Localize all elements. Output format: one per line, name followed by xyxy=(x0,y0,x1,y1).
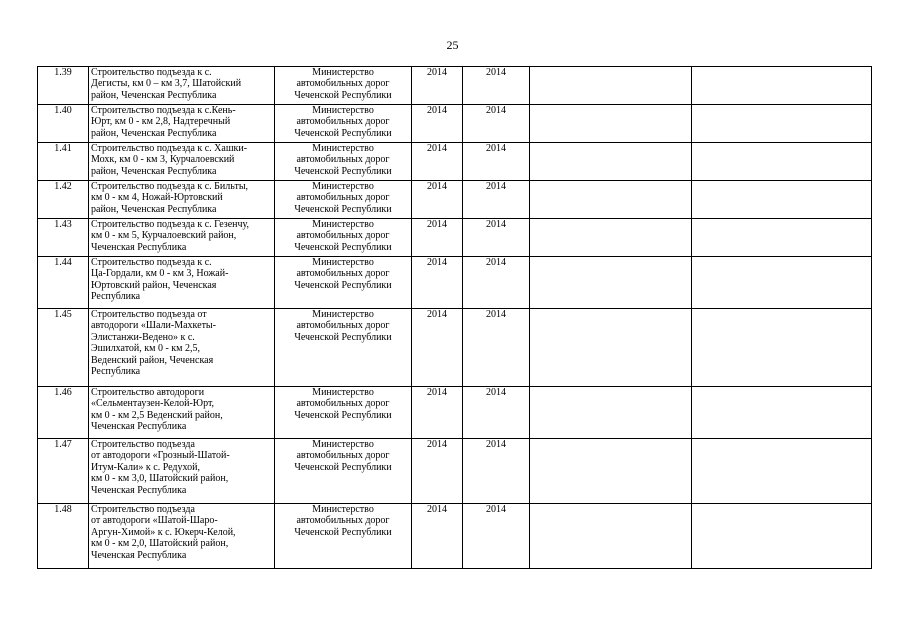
activity-name-line: Эшилхатой, км 0 - км 2,5, xyxy=(91,343,200,355)
executor-line: автомобильных дорог xyxy=(296,230,390,242)
start-year: 2014 xyxy=(412,67,463,105)
activity-name-line: Веденский район, Чеченская xyxy=(91,354,214,366)
executor-line: Министерство xyxy=(312,387,374,398)
row-number: 1.42 xyxy=(38,181,89,219)
activity-name-line: Строительство подъезда к с. Бильты, xyxy=(91,181,249,192)
links-cell xyxy=(692,257,872,309)
activity-name-line: район, Чеченская Республика xyxy=(91,203,217,215)
activity-name-line: Строительство подъезда xyxy=(91,504,195,515)
activity-name-line: Мохк, км 0 - км 3, Курчалоевский xyxy=(91,154,235,166)
expected-result-cell xyxy=(530,105,692,143)
table-row xyxy=(38,219,872,257)
row-number: 1.46 xyxy=(38,387,89,439)
end-year: 2014 xyxy=(463,219,530,257)
executor xyxy=(275,67,412,105)
row-number: 1.43 xyxy=(38,219,89,257)
executor-line: Министерство xyxy=(312,439,374,450)
activity-name xyxy=(89,67,275,105)
expected-result-cell xyxy=(530,67,692,105)
program-table xyxy=(37,66,872,569)
activity-name-line: Строительство подъезда к с. Гезенчу, xyxy=(91,219,250,230)
expected-result-cell xyxy=(530,219,692,257)
executor xyxy=(275,143,412,181)
activity-name-line: км 0 - км 5, Курчалоевский район, xyxy=(91,230,237,242)
end-year: 2014 xyxy=(463,387,530,439)
page-number: 25 xyxy=(446,38,459,52)
table-row xyxy=(38,105,872,143)
activity-name-line: Элистанжи-Ведено» к с. xyxy=(91,331,195,343)
expected-result-cell xyxy=(530,143,692,181)
end-year: 2014 xyxy=(463,257,530,309)
table-row xyxy=(38,504,872,569)
activity-name-line: район, Чеченская Республика xyxy=(91,165,217,177)
table-row xyxy=(38,387,872,439)
links-cell xyxy=(692,309,872,387)
expected-result-cell xyxy=(530,504,692,569)
activity-name-line: Строительство подъезда к с.Кень- xyxy=(91,105,236,116)
executor-line: автомобильных дорог xyxy=(296,398,390,410)
executor-line: Чеченской Республики xyxy=(294,461,392,473)
executor-line: автомобильных дорог xyxy=(296,154,390,166)
start-year: 2014 xyxy=(412,439,463,504)
activity-name-line: Строительство подъезда от xyxy=(91,309,207,320)
executor xyxy=(275,504,412,569)
executor-line: автомобильных дорог xyxy=(296,78,390,90)
links-cell xyxy=(692,181,872,219)
activity-name xyxy=(89,181,275,219)
executor xyxy=(275,181,412,219)
end-year: 2014 xyxy=(463,143,530,181)
executor xyxy=(275,105,412,143)
activity-name-line: Строительство подъезда к с. xyxy=(91,67,212,78)
end-year: 2014 xyxy=(463,105,530,143)
activity-name-line: км 0 - км 3,0, Шатойский район, xyxy=(91,473,229,485)
activity-name-line: Юрт, км 0 - км 2,8, Надтеречный xyxy=(91,116,231,128)
activity-name-line: Республика xyxy=(91,366,141,378)
activity-name-line: район, Чеченская Республика xyxy=(91,127,217,139)
activity-name-line: Чеченская Республика xyxy=(91,241,187,253)
row-number: 1.41 xyxy=(38,143,89,181)
start-year: 2014 xyxy=(412,257,463,309)
executor-line: автомобильных дорог xyxy=(296,192,390,204)
activity-name-line: км 0 - км 2,5 Веденский район, xyxy=(91,409,223,421)
activity-name-line: Ца-Гордали, км 0 - км 3, Ножай- xyxy=(91,268,229,280)
executor-line: Министерство xyxy=(312,504,374,515)
executor-line: Министерство xyxy=(312,143,374,154)
row-number: 1.47 xyxy=(38,439,89,504)
start-year: 2014 xyxy=(412,387,463,439)
executor-line: автомобильных дорог xyxy=(296,320,390,332)
table-row xyxy=(38,181,872,219)
row-number: 1.44 xyxy=(38,257,89,309)
start-year: 2014 xyxy=(412,309,463,387)
links-cell xyxy=(692,387,872,439)
activity-name-line: Строительство подъезда xyxy=(91,439,195,450)
executor-line: Чеченской Республики xyxy=(294,127,392,139)
activity-name-line: Юртовский район, Чеченская xyxy=(91,279,217,291)
links-cell xyxy=(692,219,872,257)
executor-line: Министерство xyxy=(312,105,374,116)
executor-line: автомобильных дорог xyxy=(296,268,390,280)
executor-line: Чеченской Республики xyxy=(294,526,392,538)
activity-name xyxy=(89,257,275,309)
executor-line: Министерство xyxy=(312,309,374,320)
end-year: 2014 xyxy=(463,181,530,219)
end-year: 2014 xyxy=(463,67,530,105)
executor-line: Чеченской Республики xyxy=(294,331,392,343)
activity-name-line: Строительство автодороги xyxy=(91,387,205,398)
executor xyxy=(275,439,412,504)
expected-result-cell xyxy=(530,309,692,387)
end-year: 2014 xyxy=(463,439,530,504)
executor-line: Чеченской Республики xyxy=(294,165,392,177)
executor-line: автомобильных дорог xyxy=(296,515,390,527)
activity-name-line: Строительство подъезда к с. Хашки- xyxy=(91,143,248,154)
activity-name-line: Чеченская Республика xyxy=(91,549,187,561)
end-year: 2014 xyxy=(463,309,530,387)
start-year: 2014 xyxy=(412,504,463,569)
start-year: 2014 xyxy=(412,219,463,257)
expected-result-cell xyxy=(530,181,692,219)
activity-name xyxy=(89,504,275,569)
activity-name xyxy=(89,439,275,504)
activity-name-line: км 0 - км 4, Ножай-Юртовский xyxy=(91,192,223,204)
row-number: 1.40 xyxy=(38,105,89,143)
links-cell xyxy=(692,105,872,143)
expected-result-cell xyxy=(530,387,692,439)
table-row xyxy=(38,143,872,181)
row-number: 1.39 xyxy=(38,67,89,105)
activity-name-line: район, Чеченская Республика xyxy=(91,89,217,101)
start-year: 2014 xyxy=(412,143,463,181)
activity-name xyxy=(89,309,275,387)
row-number: 1.45 xyxy=(38,309,89,387)
start-year: 2014 xyxy=(412,105,463,143)
expected-result-cell xyxy=(530,257,692,309)
expected-result-cell xyxy=(530,439,692,504)
executor xyxy=(275,387,412,439)
activity-name-line: Чеченская Республика xyxy=(91,484,187,496)
activity-name-line: «Сельментаузен-Келой-Юрт, xyxy=(91,398,215,410)
executor-line: Чеченской Республики xyxy=(294,203,392,215)
executor-line: Чеченской Республики xyxy=(294,409,392,421)
table-row xyxy=(38,439,872,504)
links-cell xyxy=(692,439,872,504)
executor-line: Министерство xyxy=(312,257,374,268)
executor-line: Чеченской Республики xyxy=(294,89,392,101)
table-row xyxy=(38,309,872,387)
activity-name xyxy=(89,219,275,257)
activity-name-line: Дегисты, км 0 – км 3,7, Шатойский xyxy=(91,78,242,90)
activity-name xyxy=(89,105,275,143)
links-cell xyxy=(692,67,872,105)
executor xyxy=(275,219,412,257)
executor-line: Министерство xyxy=(312,219,374,230)
activity-name-line: Аргун-Химой» к с. Юкерч-Келой, xyxy=(91,526,236,538)
end-year: 2014 xyxy=(463,504,530,569)
activity-name-line: Республика xyxy=(91,291,141,303)
activity-name-line: Строительство подъезда к с. xyxy=(91,257,212,268)
activity-name-line: автодороги «Шали-Махкеты- xyxy=(91,320,216,332)
executor xyxy=(275,257,412,309)
executor-line: автомобильных дорог xyxy=(296,116,390,128)
activity-name-line: км 0 - км 2,0, Шатойский район, xyxy=(91,538,229,550)
executor-line: Чеченской Республики xyxy=(294,279,392,291)
table-row xyxy=(38,67,872,105)
executor-line: Чеченской Республики xyxy=(294,241,392,253)
start-year: 2014 xyxy=(412,181,463,219)
executor-line: автомобильных дорог xyxy=(296,450,390,462)
table-row xyxy=(38,257,872,309)
links-cell xyxy=(692,504,872,569)
row-number: 1.48 xyxy=(38,504,89,569)
activity-name-line: Итум-Кали» к с. Редухой, xyxy=(91,461,200,473)
executor-line: Министерство xyxy=(312,67,374,78)
links-cell xyxy=(692,143,872,181)
activity-name-line: Чеченская Республика xyxy=(91,421,187,433)
activity-name-line: от автодороги «Грозный-Шатой- xyxy=(91,450,230,462)
activity-name xyxy=(89,143,275,181)
activity-name xyxy=(89,387,275,439)
activity-name-line: от автодороги «Шатой-Шаро- xyxy=(91,515,218,527)
executor-line: Министерство xyxy=(312,181,374,192)
executor xyxy=(275,309,412,387)
